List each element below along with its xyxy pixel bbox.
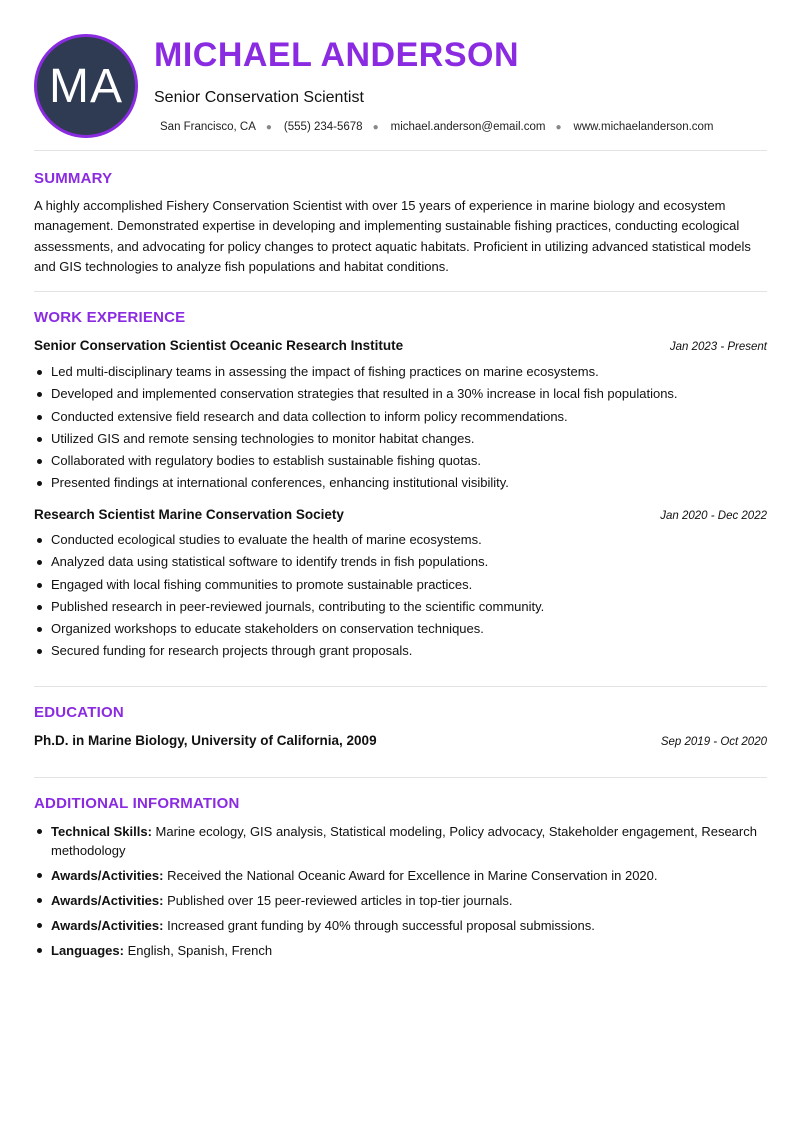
list-item <box>34 450 767 472</box>
bullet-icon <box>37 873 42 878</box>
divider <box>34 150 767 151</box>
bullet-text: Secured funding for research projects through grant proposals. <box>51 643 413 659</box>
education-heading: EDUCATION <box>34 704 124 721</box>
experience-heading: WORK EXPERIENCE <box>34 309 186 326</box>
list-item <box>34 551 767 573</box>
bullet-icon <box>37 538 42 543</box>
bullet-text: Collaborated with regulatory bodies to establish sustainable fishing quotas. <box>51 453 481 469</box>
bullet-icon <box>37 437 42 442</box>
bullet-text: Presented findings at international conferences, enhancing institutional visibility. <box>51 475 509 491</box>
list-item <box>34 822 767 860</box>
contact-bar <box>160 121 714 133</box>
bullet-text: Developed and implemented conservation strategies that resulted in a 30% increase in local fish populations. <box>51 386 678 402</box>
info-text: Published over 15 peer-reviewed articles in top-tier journals. <box>163 893 513 908</box>
info-text: English, Spanish, French <box>123 943 273 958</box>
list-item <box>34 529 767 551</box>
additional-heading: ADDITIONAL INFORMATION <box>34 795 240 812</box>
bullet-icon <box>37 829 42 834</box>
avatar <box>34 34 138 138</box>
education-dates: Sep 2019 - Oct 2020 <box>660 736 767 748</box>
info-label: Awards/Activities: <box>51 918 164 933</box>
job-bullets <box>34 361 767 495</box>
bullet-icon <box>37 392 42 397</box>
candidate-title: Senior Conservation Scientist <box>154 89 364 106</box>
bullet-separator-icon: ● <box>555 121 562 133</box>
job-dates: Jan 2020 - Dec 2022 <box>660 510 767 522</box>
list-item <box>34 640 767 662</box>
info-text: Increased grant funding by 40% through successful proposal submissions. <box>163 918 595 933</box>
bullet-icon <box>37 481 42 486</box>
job-role: Research Scientist Marine Conservation Society <box>34 507 344 522</box>
list-item <box>34 891 767 910</box>
list-item <box>34 866 767 885</box>
job-header <box>34 507 767 522</box>
job-dates: Jan 2023 - Present <box>669 341 767 353</box>
bullet-icon <box>37 923 42 928</box>
bullet-icon <box>37 649 42 654</box>
list-item <box>34 916 767 935</box>
info-label: Technical Skills: <box>51 824 152 839</box>
bullet-text: Conducted ecological studies to evaluate the health of marine ecosystems. <box>51 532 482 547</box>
bullet-icon <box>37 560 42 565</box>
contact-location: San Francisco, CA <box>160 121 256 133</box>
list-item <box>34 406 767 428</box>
job-role: Senior Conservation Scientist Oceanic Research Institute <box>34 338 404 353</box>
avatar-initials: MA <box>49 59 123 113</box>
divider <box>34 291 767 292</box>
bullet-text: Published research in peer-reviewed journals, contributing to the scientific community. <box>51 598 545 614</box>
bullet-separator-icon: ● <box>372 121 379 133</box>
list-item <box>34 596 767 618</box>
info-text: Marine ecology, GIS analysis, Statistical modeling, Policy advocacy, Stakeholder engagement, Research methodology <box>51 824 757 858</box>
bullet-text: Conducted extensive field research and data collection to inform policy recommendations. <box>51 408 568 424</box>
info-label: Languages: <box>51 943 124 958</box>
bullet-icon <box>37 583 42 588</box>
contact-website[interactable]: www.michaelanderson.com <box>573 121 714 133</box>
list-item <box>34 361 767 383</box>
divider <box>34 777 767 778</box>
bullet-icon <box>37 948 42 953</box>
bullet-icon <box>37 370 42 375</box>
list-item <box>34 383 767 405</box>
list-item <box>34 428 767 450</box>
list-item <box>34 574 767 596</box>
bullet-icon <box>37 415 42 420</box>
divider <box>34 686 767 687</box>
info-label: Awards/Activities: <box>51 893 164 908</box>
bullet-text: Analyzed data using statistical software to identify trends in fish populations. <box>51 554 489 570</box>
bullet-icon <box>37 459 42 464</box>
job-header <box>34 338 767 353</box>
list-item <box>34 618 767 640</box>
education-entry <box>34 733 767 748</box>
additional-list <box>34 822 767 966</box>
bullet-icon <box>37 605 42 610</box>
education-degree: Ph.D. in Marine Biology, University of California, 2009 <box>34 733 377 748</box>
bullet-separator-icon: ● <box>265 121 272 133</box>
bullet-icon <box>37 898 42 903</box>
bullet-icon <box>37 627 42 632</box>
job-bullets <box>34 529 767 663</box>
info-label: Awards/Activities: <box>51 868 164 883</box>
summary-text: A highly accomplished Fishery Conservation Scientist with over 15 years of experience in marine biology and ecosystem management. Demonstrated expertise in developing and implementing sustainable fishing practices, conducting ecological assessments, and advocating for policy changes to protect aquatic habitats. Proficient in utilizing advanced statistical models and GIS technologies to analyze fish populations and habitat conditions. <box>34 198 751 274</box>
bullet-text: Engaged with local fishing communities to promote sustainable practices. <box>51 576 473 592</box>
contact-phone: (555) 234-5678 <box>283 121 363 133</box>
contact-email[interactable]: michael.anderson@email.com <box>390 121 546 133</box>
bullet-text: Utilized GIS and remote sensing technologies to monitor habitat changes. <box>51 430 475 446</box>
bullet-text: Organized workshops to educate stakeholders on conservation techniques. <box>51 621 484 637</box>
info-text: Received the National Oceanic Award for Excellence in Marine Conservation in 2020. <box>163 868 658 883</box>
bullet-text: Led multi-disciplinary teams in assessing the impact of fishing practices on marine ecosystems. <box>51 364 599 379</box>
list-item <box>34 472 767 494</box>
candidate-name: MICHAEL ANDERSON <box>154 36 520 74</box>
list-item <box>34 941 767 960</box>
summary-heading: SUMMARY <box>34 170 113 187</box>
